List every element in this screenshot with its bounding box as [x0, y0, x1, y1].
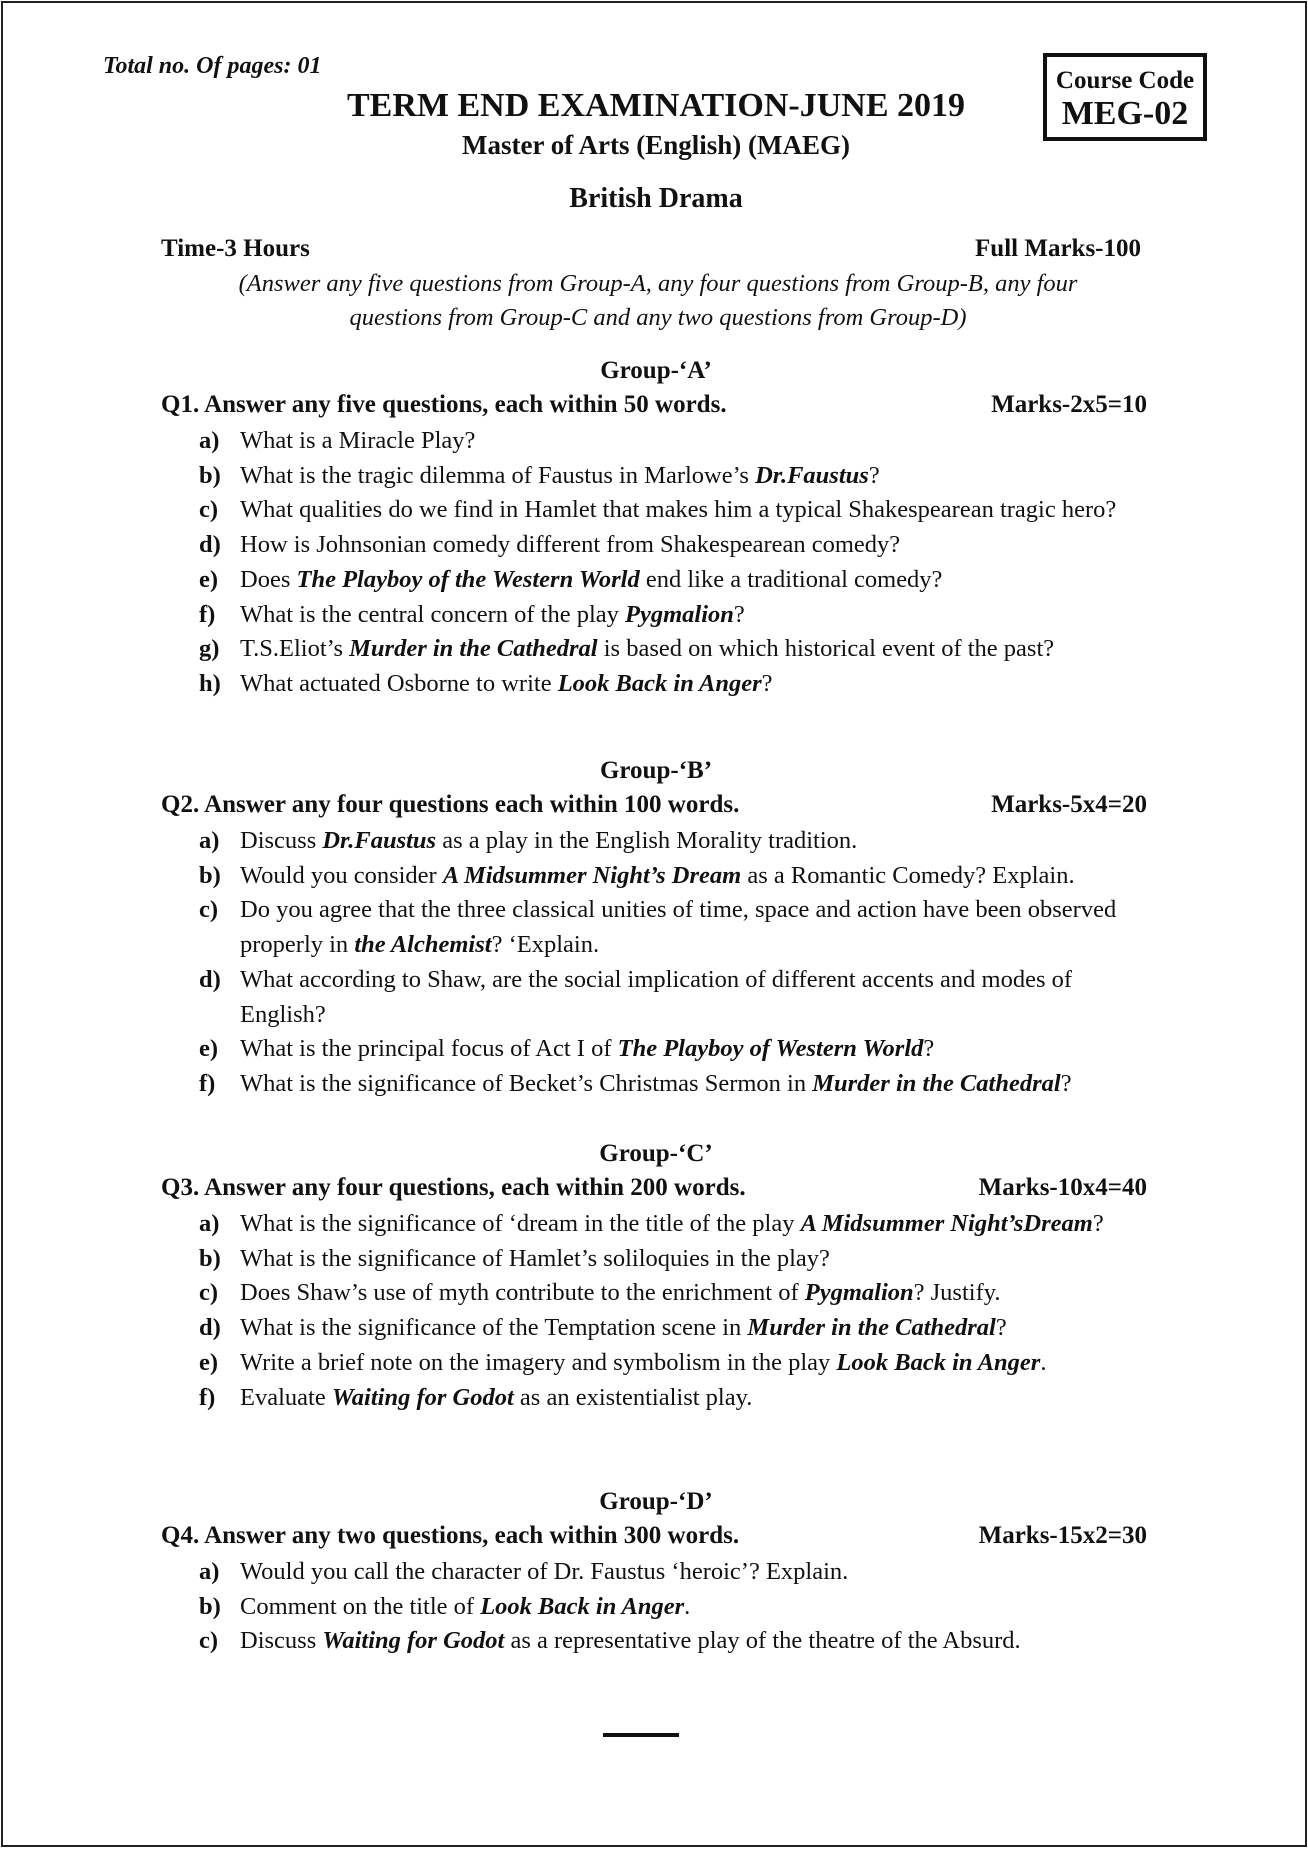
question-letter: c): [199, 896, 219, 924]
question-text: What is the significance of ‘dream in the title of the play A Midsummer Night’sDream?: [240, 1210, 1104, 1237]
question-item: [199, 1311, 1159, 1346]
question-text: Evaluate Waiting for Godot as an existentialist play.: [240, 1383, 753, 1411]
question-letter: d): [199, 531, 221, 559]
question-letter: e): [199, 1348, 219, 1376]
question-item: [199, 824, 1159, 859]
question-text: Comment on the title of Look Back in Anger.: [240, 1592, 691, 1620]
group-b-title: Group-‘B’: [599, 757, 713, 784]
q2-marks: Marks-5x4=20: [991, 791, 1147, 818]
work-title: Murder in the Cathedral: [349, 635, 598, 663]
question-letter: h): [199, 669, 221, 697]
question-text: What is a Miracle Play?: [240, 427, 476, 454]
time-allowed: Time-3 Hours: [161, 235, 310, 262]
question-text: What according to Shaw, are the social implication of different accents and modes of English?: [240, 965, 1073, 1028]
question-item: [199, 598, 1159, 633]
question-text: What actuated Osborne to write Look Back in Anger?: [240, 669, 773, 697]
total-pages-note: Total no. Of pages: 01: [103, 53, 322, 79]
question-letter: e): [199, 565, 219, 593]
q4-marks: Marks-15x2=30: [978, 1522, 1147, 1549]
question-text: T.S.Eliot’s Murder in the Cathedral is based on which historical event of the past?: [240, 635, 1055, 663]
question-item: [199, 1590, 1159, 1625]
question-letter: f): [199, 1383, 216, 1411]
q3-text: Q3. Answer any four questions, each within 200 words.: [161, 1174, 746, 1201]
question-letter: a): [199, 1210, 220, 1237]
question-text: What is the tragic dilemma of Faustus in Marlowe’s Dr.Faustus?: [240, 461, 880, 489]
question-item: [199, 424, 1159, 459]
question-letter: a): [199, 1558, 220, 1585]
work-title: A Midsummer Night’sDream: [800, 1210, 1093, 1237]
question-letter: a): [199, 827, 220, 854]
question-item: [199, 1555, 1159, 1590]
q3-marks: Marks-10x4=40: [978, 1174, 1147, 1201]
question-letter: b): [199, 861, 221, 889]
work-title: The Playboy of the Western World: [296, 565, 640, 593]
exam-instructions: (Answer any five questions from Group-A, any four questions from Group-B, any four questions from Group-C and any two questions from Group-D): [238, 270, 1078, 331]
exam-title: TERM END EXAMINATION-JUNE 2019: [347, 87, 965, 124]
group-d-title: Group-‘D’: [599, 1488, 713, 1515]
question-text: How is Johnsonian comedy different from Shakespearean comedy?: [240, 531, 901, 559]
question-text: Would you consider A Midsummer Night’s Dream as a Romantic Comedy? Explain.: [240, 861, 1075, 889]
full-marks: Full Marks-100: [975, 235, 1141, 262]
question-text: What is the significance of Becket’s Christmas Sermon in Murder in the Cathedral?: [240, 1069, 1072, 1097]
group-b-questions: [199, 824, 1159, 1102]
question-text: Write a brief note on the imagery and symbolism in the play Look Back in Anger.: [240, 1348, 1047, 1376]
question-letter: c): [199, 1627, 219, 1655]
work-title: Murder in the Cathedral: [812, 1069, 1061, 1097]
group-a-title: Group-‘A’: [600, 357, 712, 384]
question-letter: b): [199, 1244, 221, 1272]
end-of-paper-line: [603, 1733, 679, 1737]
work-title: A Midsummer Night’s Dream: [442, 861, 742, 889]
work-title: Dr.Faustus: [322, 827, 437, 854]
question-letter: a): [199, 427, 220, 454]
subject-title: British Drama: [569, 183, 743, 214]
question-item: [199, 893, 1159, 962]
group-c-title: Group-‘C’: [599, 1140, 713, 1167]
question-text: What qualities do we find in Hamlet that makes him a typical Shakespearean tragic hero?: [240, 496, 1117, 524]
question-item: [199, 1276, 1159, 1311]
question-item: [199, 1624, 1159, 1659]
question-text: Would you call the character of Dr. Faustus ‘heroic’? Explain.: [240, 1558, 849, 1585]
question-letter: b): [199, 1592, 221, 1620]
work-title: the Alchemist: [354, 931, 492, 959]
work-title: Pygmalion: [625, 600, 734, 628]
question-text: Does The Playboy of the Western World end like a traditional comedy?: [240, 565, 943, 593]
question-item: [199, 1242, 1159, 1277]
course-code: MEG-02: [1061, 95, 1189, 132]
question-text: Discuss Waiting for Godot as a representative play of the theatre of the Absurd.: [240, 1627, 1021, 1655]
question-item: [199, 963, 1159, 1032]
question-item: [199, 1207, 1159, 1242]
work-title: Look Back in Anger: [557, 669, 762, 697]
question-item: [199, 1346, 1159, 1381]
question-letter: d): [199, 965, 221, 993]
question-text: What is the significance of Hamlet’s soliloquies in the play?: [240, 1244, 830, 1272]
exam-page: [1, 1, 1307, 1847]
course-code-label: Course Code: [1055, 67, 1195, 94]
q1-text: Q1. Answer any five questions, each within 50 words.: [161, 391, 727, 418]
work-title: Waiting for Godot: [331, 1383, 514, 1411]
q2-heading: [161, 791, 1147, 819]
question-item: [199, 459, 1159, 494]
question-letter: f): [199, 600, 216, 628]
question-item: [199, 528, 1159, 563]
group-a-questions: [199, 424, 1159, 702]
work-title: Dr.Faustus: [755, 461, 869, 489]
group-d-questions: [199, 1555, 1159, 1659]
work-title: Pygmalion: [804, 1279, 914, 1307]
question-item: [199, 667, 1159, 702]
question-text: What is the central concern of the play Pygmalion?: [240, 600, 745, 628]
question-item: [199, 1067, 1159, 1102]
question-letter: f): [199, 1069, 216, 1097]
q4-heading: [161, 1522, 1147, 1550]
work-title: Murder in the Cathedral: [747, 1314, 996, 1342]
question-item: [199, 632, 1159, 667]
question-letter: d): [199, 1314, 221, 1342]
work-title: Waiting for Godot: [322, 1627, 505, 1655]
question-item: [199, 1381, 1159, 1416]
question-text: Discuss Dr.Faustus as a play in the English Morality tradition.: [240, 827, 858, 854]
question-letter: c): [199, 496, 219, 524]
question-text: What is the significance of the Temptation scene in Murder in the Cathedral?: [240, 1314, 1007, 1342]
work-title: The Playboy of Western World: [617, 1035, 924, 1063]
program-title: Master of Arts (English) (MAEG): [462, 130, 850, 160]
question-letter: b): [199, 461, 221, 489]
question-text: Does Shaw’s use of myth contribute to the enrichment of Pygmalion? Justify.: [240, 1279, 1001, 1307]
question-item: [199, 859, 1159, 894]
work-title: Look Back in Anger: [480, 1592, 685, 1620]
question-letter: c): [199, 1279, 219, 1307]
question-letter: g): [199, 635, 220, 663]
q1-heading: [161, 391, 1147, 419]
q1-marks: Marks-2x5=10: [991, 391, 1147, 418]
group-c-questions: [199, 1207, 1159, 1415]
question-item: [199, 493, 1159, 528]
question-item: [199, 1032, 1159, 1067]
question-text: What is the principal focus of Act I of The Playboy of Western World?: [240, 1035, 935, 1063]
question-item: [199, 563, 1159, 598]
q4-text: Q4. Answer any two questions, each within 300 words.: [161, 1522, 740, 1549]
question-text: Do you agree that the three classical unities of time, space and action have been observed properly in the Alchemist? ‘Explain.: [240, 896, 1117, 959]
q2-text: Q2. Answer any four questions each within 100 words.: [161, 791, 740, 818]
q3-heading: [161, 1174, 1147, 1202]
question-letter: e): [199, 1035, 219, 1063]
work-title: Look Back in Anger: [836, 1348, 1041, 1376]
